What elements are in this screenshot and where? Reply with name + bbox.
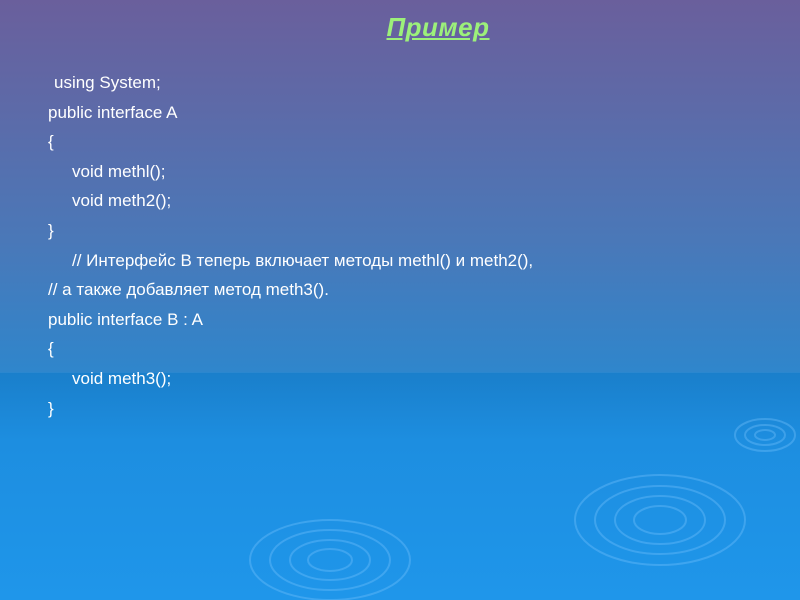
- code-line: void meth2();: [72, 191, 172, 211]
- code-block: [48, 68, 768, 423]
- code-line: {: [48, 132, 54, 152]
- code-line: using System;: [54, 73, 161, 92]
- code-comment-line: // Интерфейс В теперь включает методы methl() и meth2(),: [72, 250, 534, 270]
- code-line: }: [48, 220, 54, 240]
- code-line: {: [48, 339, 54, 359]
- code-line: }: [48, 398, 54, 418]
- code-comment-line: // а также добавляет метод meth3().: [48, 280, 329, 300]
- code-line: void methl();: [72, 161, 166, 181]
- code-line: void meth3();: [72, 368, 172, 388]
- code-line: public interface B : A: [48, 309, 203, 329]
- slide-title: Пример: [386, 12, 490, 42]
- code-line: public interface A: [48, 102, 178, 122]
